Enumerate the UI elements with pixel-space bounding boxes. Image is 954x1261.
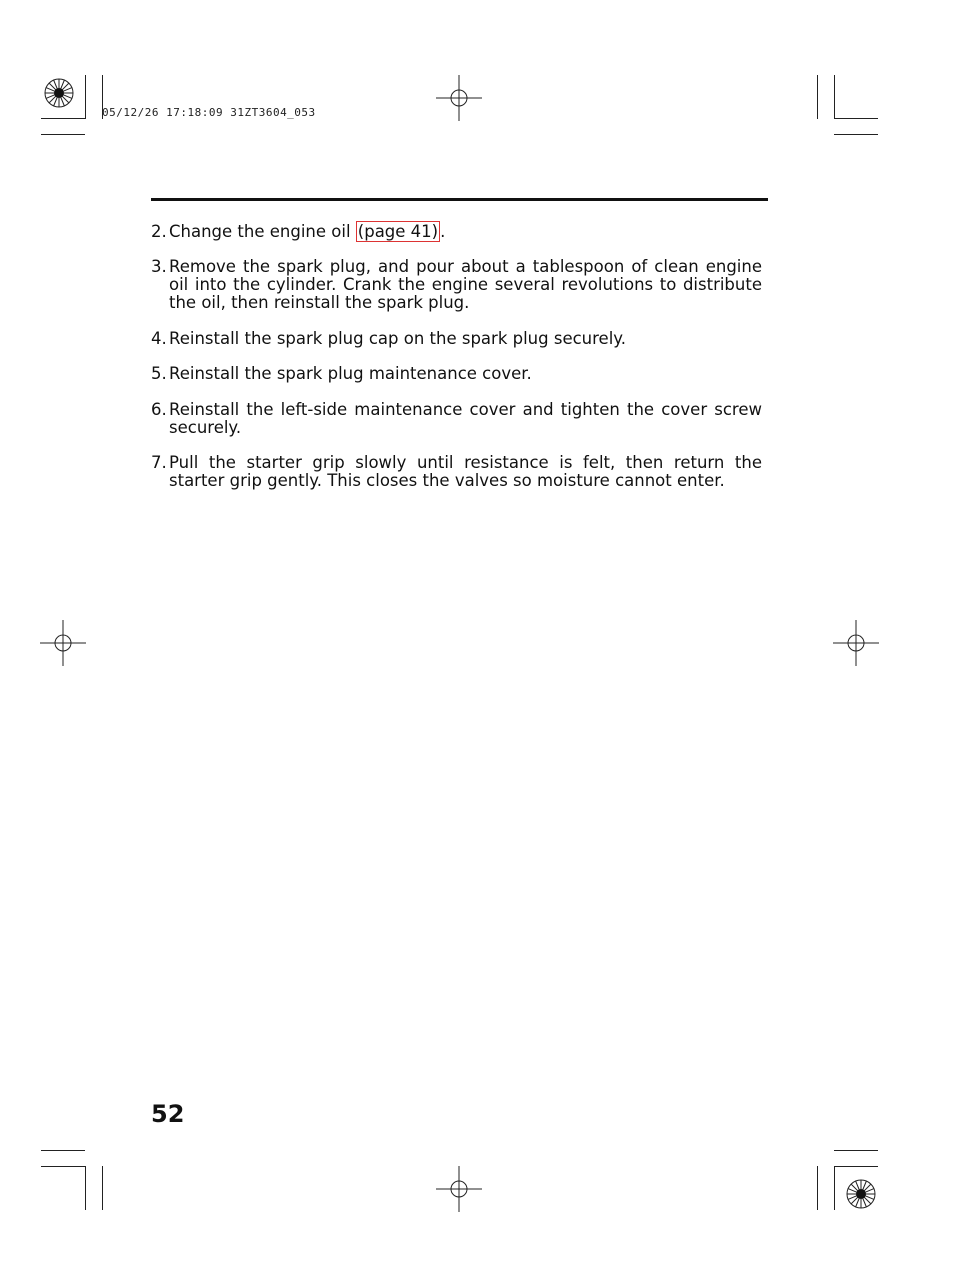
list-item (151, 454, 762, 490)
step-number: 4. (151, 329, 167, 348)
crosshair-registration-mark (436, 75, 482, 121)
step-number: 5. (151, 364, 167, 383)
list-item (151, 258, 762, 312)
crop-mark (41, 118, 85, 119)
step-text: Pull the starter grip slowly until resistance is felt, then return the starter grip gently. This closes the valves so moisture cannot enter. (169, 453, 762, 490)
crop-mark (834, 1150, 878, 1151)
page-link[interactable]: (page 41) (357, 222, 439, 241)
list-item (151, 330, 762, 348)
step-text: Remove the spark plug, and pour about a tablespoon of clean engine oil into the cylinder. Crank the engine several revolutions to distribute the oil, then reinstall the spark plug. (169, 257, 762, 312)
crosshair-registration-mark (833, 620, 879, 666)
crop-mark (834, 1166, 878, 1167)
step-text: Reinstall the left-side maintenance cover and tighten the cover screw securely. (169, 400, 762, 437)
crop-mark (85, 75, 86, 119)
step-number: 7. (151, 453, 167, 472)
starburst-registration-mark (43, 77, 75, 109)
step-number: 6. (151, 400, 167, 419)
crop-mark (817, 1166, 818, 1210)
print-slug: 05/12/26 17:18:09 31ZT3604_053 (102, 106, 316, 119)
crop-mark (85, 1166, 86, 1210)
crop-mark (817, 75, 818, 119)
page-number: 52 (151, 1100, 185, 1128)
list-item (151, 401, 762, 437)
crop-mark (834, 1166, 835, 1210)
crosshair-registration-mark (436, 1166, 482, 1212)
step-text: Reinstall the spark plug cap on the spark plug securely. (169, 329, 626, 348)
crop-mark (834, 134, 878, 135)
step-text: Change the engine oil (page 41) . (169, 222, 446, 241)
crosshair-registration-mark (40, 620, 86, 666)
crop-mark (41, 1166, 85, 1167)
list-item (151, 223, 762, 241)
step-number: 3. (151, 257, 167, 276)
crop-mark (834, 75, 835, 119)
step-number: 2. (151, 222, 167, 241)
crop-mark (41, 134, 85, 135)
header-rule (151, 198, 768, 201)
starburst-registration-mark (845, 1178, 877, 1210)
crop-mark (41, 1150, 85, 1151)
crop-mark (834, 118, 878, 119)
step-text: Reinstall the spark plug maintenance cover. (169, 364, 532, 383)
crop-mark (102, 1166, 103, 1210)
list-item (151, 365, 762, 383)
